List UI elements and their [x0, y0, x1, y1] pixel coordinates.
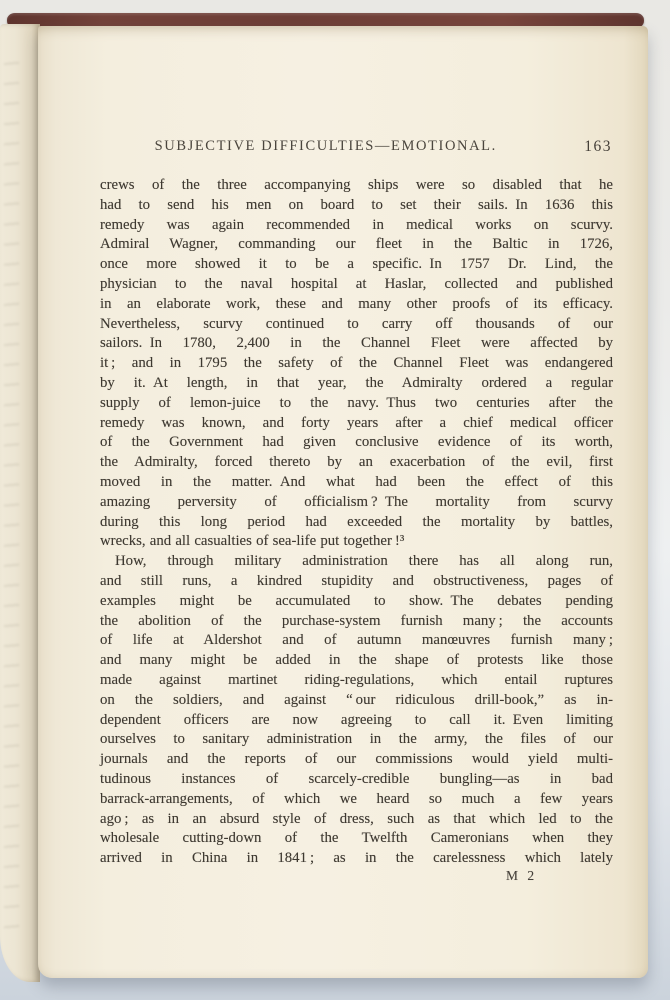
signature-mark: M 2 [506, 868, 538, 883]
text-line: had to send his men on board to set their sails. In 1636 this [100, 196, 613, 213]
text-line: wholesale cutting-down of the Twelfth Cameronians when they [100, 830, 613, 847]
running-title: SUBJECTIVE DIFFICULTIES—EMOTIONAL. [154, 138, 497, 154]
text-line: moved in the matter. And what had been the effect of this [100, 473, 613, 490]
text-line: barrack-arrangements, of which we heard so much a few years [100, 790, 613, 807]
text-line: ourselves to sanitary administration in the army, the files of our [100, 731, 613, 748]
text-line: Nevertheless, scurvy continued to carry off thousands of our [100, 315, 613, 332]
text-line: of life at Aldershot and of autumn manœuvres furnish many ; [100, 632, 613, 649]
text-line: ago ; as in an absurd style of dress, such as that which led to the [100, 810, 613, 827]
page-header [100, 138, 613, 158]
text-line: crews of the three accompanying ships were so disabled that he [100, 177, 613, 193]
page-number: 163 [584, 138, 612, 155]
text-line: supply of lemon-juice to the navy. Thus two centuries after the [100, 394, 613, 411]
text-line: examples might be accumulated to show. The debates pending [100, 592, 613, 609]
text-line: physician to the naval hospital at Haslar, collected and published [100, 275, 613, 292]
text-line: by it. At length, in that year, the Admiralty ordered a regular [100, 374, 613, 391]
text-line: of the Government had given conclusive evidence of its worth, [100, 434, 613, 451]
text-line: remedy was known, and forty years after a chief medical officer [100, 414, 613, 431]
text-line: the Admiralty, forced thereto by an exacerbation of the evil, first [100, 454, 613, 471]
text-line: made against martinet riding-regulations, which entail ruptures [100, 671, 613, 688]
paragraph [100, 552, 613, 869]
text-line: tudinous instances of scarcely-credible bungling—as in bad [100, 770, 613, 787]
text-line: journals and the reports of our commissions would yield multi- [100, 751, 613, 768]
text-line: How, through military administration there has all along run, [115, 553, 613, 570]
text-line: and still runs, a kindred stupidity and obstructiveness, pages of [100, 572, 613, 589]
text-line: and many might be added in the shape of protests like those [100, 652, 613, 669]
facing-page-edge [0, 24, 40, 982]
text-line: the abolition of the purchase-system furnish many ; the accounts [100, 612, 613, 629]
text-line: amazing perversity of officialism ? The mortality from scurvy [100, 493, 613, 510]
text-line: Admiral Wagner, commanding our fleet in the Baltic in 1726, [100, 236, 613, 253]
book-page [38, 26, 648, 978]
text-line: in an elaborate work, these and many other proofs of its efficacy. [100, 295, 613, 312]
facing-page-text-showthrough [4, 54, 19, 934]
text-line: dependent officers are now agreeing to call it. Even limiting [100, 711, 613, 728]
text-line: during this long period had exceeded the mortality by battles, [100, 513, 613, 530]
text-line: remedy was again recommended in medical works on scurvy. [100, 216, 613, 233]
text-line: wrecks, and all casualties of sea-life put together !³ [100, 533, 405, 550]
text-line: on the soldiers, and against “ our ridiculous drill-book,” as in- [100, 691, 613, 708]
body-text [100, 176, 613, 869]
paragraph [100, 176, 613, 552]
text-line: arrived in China in 1841 ; as in the carelessness which lately [100, 850, 613, 867]
text-line: once more showed it to be a specific. In 1757 Dr. Lind, the [100, 256, 613, 273]
text-line: it ; and in 1795 the safety of the Channel Fleet was endangered [100, 355, 613, 372]
text-line: sailors. In 1780, 2,400 in the Channel Fleet were affected by [100, 335, 613, 352]
